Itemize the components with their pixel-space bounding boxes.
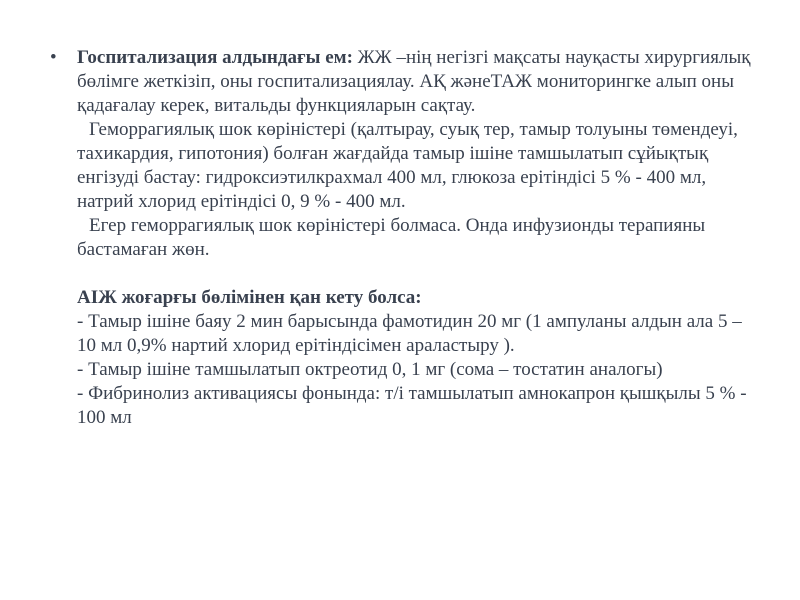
paragraph-no-shock — [77, 214, 757, 262]
pre-hospital-text: ЖЖ –нің негізгі мақсаты науқасты хирургиялық бөлімге жеткізіп, оны госпитализациялау. АҚ жәнеТАЖ мониторингке алып оны қадағалау керек, витальды функцияларын сақтау. — [77, 47, 751, 116]
paragraph-hemorrhagic-shock — [77, 118, 757, 214]
slide-text-body — [77, 46, 757, 430]
pre-hospital-heading: Госпитализация алдындағы ем: — [77, 47, 353, 68]
treatment-item: - Фибринолиз активациясы фонында: т/і тамшылатып амнокапрон қышқылы 5 % - 100 мл — [77, 383, 747, 428]
treatment-item: - Тамыр ішіне баяу 2 мин барысында фамотидин 20 мг (1 ампуланы алдын ала 5 – 10 мл 0,9% нартий хлорид ерітіндісімен араластыру ). — [77, 311, 742, 356]
paragraph-pre-hospital-treatment — [77, 46, 757, 118]
upper-gi-bleeding-heading: АІЖ жоғарғы бөлімінен қан кету болса: — [77, 287, 422, 308]
treatment-item: - Тамыр ішіне тамшылатып октреотид 0, 1 мг (сома – тостатин аналогы) — [77, 359, 663, 380]
bullet-point: • — [50, 47, 57, 68]
hemorrhagic-shock-text: Геморрагиялық шок көріністері (қалтырау, суық тер, тамыр толуыны төмендеуі, тахикардия, гипотония) болған жағдайда тамыр ішіне тамшылатып сұйықтық енгізуді бастау: гидроксиэтилкрахмал 400 мл, глюкоза ерітіндісі 5 % - 400 мл, натрий хлорид ерітіндісі 0, 9 % - 400 мл. — [77, 119, 738, 212]
no-shock-text: Егер геморрагиялық шок көріністері болмаса. Онда инфузионды терапияны бастамаған жөн. — [77, 215, 706, 260]
